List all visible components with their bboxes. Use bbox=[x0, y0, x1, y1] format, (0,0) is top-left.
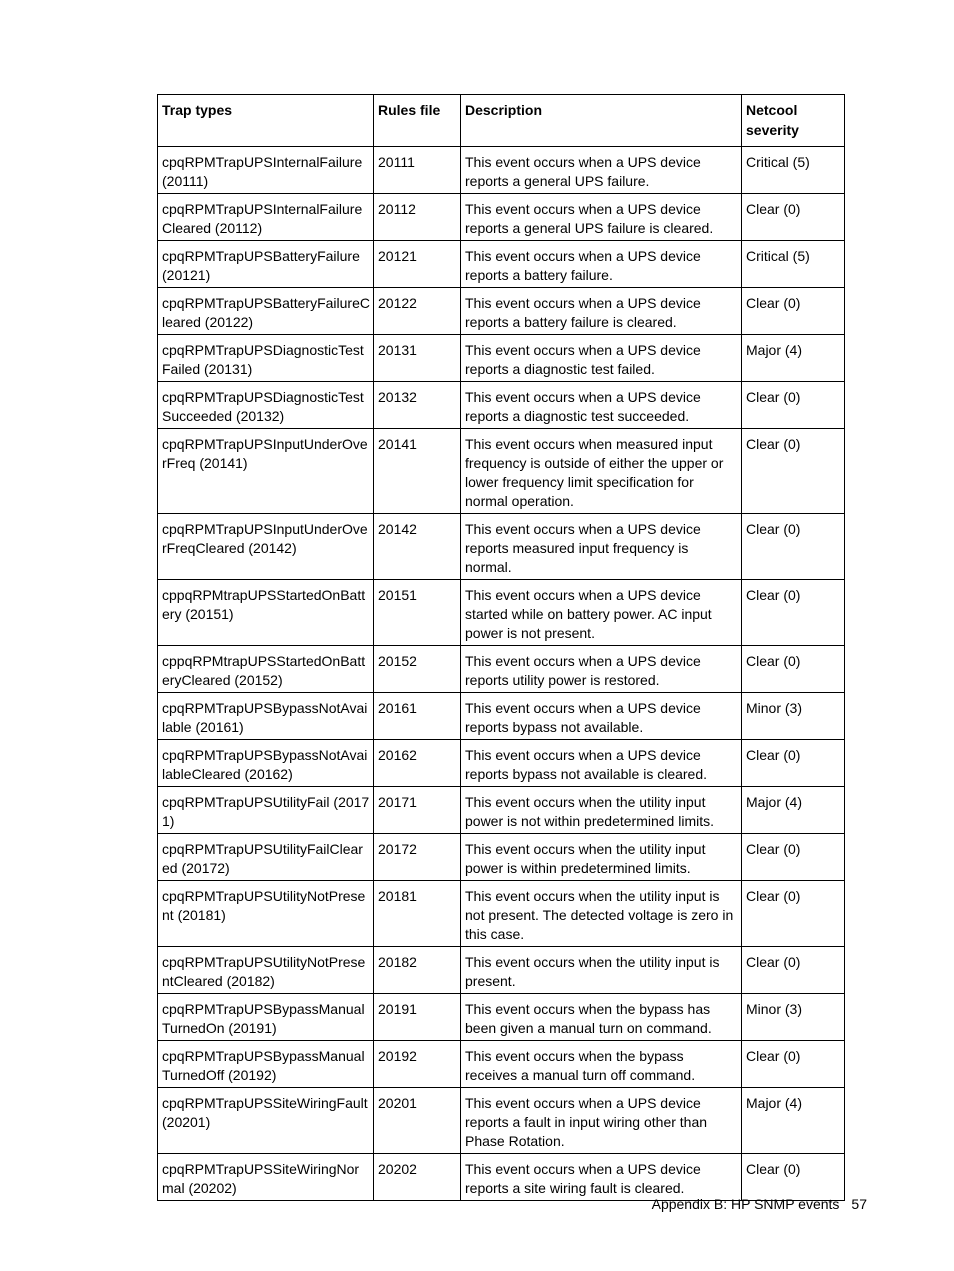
table-row bbox=[158, 881, 845, 947]
rules-file-cell: 20111 bbox=[374, 147, 461, 194]
rules-file-cell: 20132 bbox=[374, 382, 461, 429]
table-row bbox=[158, 514, 845, 580]
rules-file-cell: 20192 bbox=[374, 1041, 461, 1088]
table-row bbox=[158, 147, 845, 194]
description-cell: This event occurs when a UPS device reports utility power is restored. bbox=[461, 646, 742, 693]
table-row bbox=[158, 787, 845, 834]
table-header-row bbox=[158, 95, 845, 147]
description-cell: This event occurs when the utility input power is not within predetermined limits. bbox=[461, 787, 742, 834]
rules-file-cell: 20162 bbox=[374, 740, 461, 787]
rules-file-cell: 20201 bbox=[374, 1088, 461, 1154]
table-row bbox=[158, 834, 845, 881]
table-row bbox=[158, 1154, 845, 1201]
table-row bbox=[158, 646, 845, 693]
severity-cell: Minor (3) bbox=[742, 693, 845, 740]
trap-type-cell: cpqRPMTrapUPSUtilityNotPresent (20181) bbox=[158, 881, 374, 947]
description-cell: This event occurs when a UPS device started while on battery power. AC input power is not present. bbox=[461, 580, 742, 646]
trap-type-cell: cpqRPMTrapUPSSiteWiringFault (20201) bbox=[158, 1088, 374, 1154]
severity-cell: Clear (0) bbox=[742, 1041, 845, 1088]
table-row bbox=[158, 194, 845, 241]
description-cell: This event occurs when a UPS device reports a general UPS failure. bbox=[461, 147, 742, 194]
header-description: Description bbox=[461, 95, 742, 147]
trap-type-cell: cpqRPMTrapUPSInputUnderOverFreq (20141) bbox=[158, 429, 374, 514]
table-row bbox=[158, 335, 845, 382]
description-cell: This event occurs when a UPS device reports measured input frequency is normal. bbox=[461, 514, 742, 580]
page-footer bbox=[652, 1196, 867, 1212]
trap-type-cell: cpqRPMTrapUPSBypassManualTurnedOff (20192) bbox=[158, 1041, 374, 1088]
table-body bbox=[158, 147, 845, 1201]
table-row bbox=[158, 1088, 845, 1154]
description-cell: This event occurs when a UPS device reports a battery failure. bbox=[461, 241, 742, 288]
trap-type-cell: cpqRPMTrapUPSUtilityFailCleared (20172) bbox=[158, 834, 374, 881]
severity-cell: Clear (0) bbox=[742, 834, 845, 881]
table-row bbox=[158, 1041, 845, 1088]
description-cell: This event occurs when a UPS device reports a diagnostic test failed. bbox=[461, 335, 742, 382]
header-netcool-severity bbox=[742, 95, 845, 147]
table-row bbox=[158, 241, 845, 288]
description-cell: This event occurs when a UPS device reports bypass not available is cleared. bbox=[461, 740, 742, 787]
trap-type-cell: cpqRPMTrapUPSUtilityFail (20171) bbox=[158, 787, 374, 834]
rules-file-cell: 20191 bbox=[374, 994, 461, 1041]
rules-file-cell: 20151 bbox=[374, 580, 461, 646]
trap-type-cell: cpqRPMTrapUPSBypassNotAvailableCleared (20162) bbox=[158, 740, 374, 787]
severity-cell: Clear (0) bbox=[742, 514, 845, 580]
severity-cell: Critical (5) bbox=[742, 241, 845, 288]
description-cell: This event occurs when the utility input is present. bbox=[461, 947, 742, 994]
description-cell: This event occurs when a UPS device reports bypass not available. bbox=[461, 693, 742, 740]
trap-type-cell: cpqRPMTrapUPSInputUnderOverFreqCleared (20142) bbox=[158, 514, 374, 580]
description-cell: This event occurs when a UPS device reports a general UPS failure is cleared. bbox=[461, 194, 742, 241]
table-row bbox=[158, 580, 845, 646]
rules-file-cell: 20121 bbox=[374, 241, 461, 288]
trap-type-cell: cpqRPMTrapUPSDiagnosticTestSucceeded (20132) bbox=[158, 382, 374, 429]
table-row bbox=[158, 288, 845, 335]
table-row bbox=[158, 429, 845, 514]
description-cell: This event occurs when the utility input power is within predetermined limits. bbox=[461, 834, 742, 881]
severity-cell: Major (4) bbox=[742, 335, 845, 382]
footer-section-title: Appendix B: HP SNMP events bbox=[651, 1196, 840, 1212]
severity-cell: Clear (0) bbox=[742, 881, 845, 947]
rules-file-cell: 20142 bbox=[374, 514, 461, 580]
trap-type-cell: cpqRPMTrapUPSBypassManualTurnedOn (20191) bbox=[158, 994, 374, 1041]
trap-type-cell: cppqRPMtrapUPSStartedOnBatteryCleared (20152) bbox=[158, 646, 374, 693]
description-cell: This event occurs when the bypass receives a manual turn off command. bbox=[461, 1041, 742, 1088]
header-rules-file: Rules file bbox=[374, 95, 461, 147]
rules-file-cell: 20141 bbox=[374, 429, 461, 514]
severity-cell: Clear (0) bbox=[742, 382, 845, 429]
severity-cell: Clear (0) bbox=[742, 947, 845, 994]
rules-file-cell: 20161 bbox=[374, 693, 461, 740]
page-number: 57 bbox=[851, 1196, 867, 1212]
table-row bbox=[158, 382, 845, 429]
description-cell: This event occurs when the utility input is not present. The detected voltage is zero in this case. bbox=[461, 881, 742, 947]
header-severity-line1: Netcool bbox=[746, 102, 798, 118]
header-trap-types: Trap types bbox=[158, 95, 374, 147]
severity-cell: Clear (0) bbox=[742, 194, 845, 241]
severity-cell: Clear (0) bbox=[742, 740, 845, 787]
header-severity-line2: severity bbox=[746, 122, 799, 138]
severity-cell: Major (4) bbox=[742, 787, 845, 834]
description-cell: This event occurs when a UPS device reports a battery failure is cleared. bbox=[461, 288, 742, 335]
severity-cell: Clear (0) bbox=[742, 288, 845, 335]
trap-type-cell: cpqRPMTrapUPSDiagnosticTestFailed (20131) bbox=[158, 335, 374, 382]
rules-file-cell: 20152 bbox=[374, 646, 461, 693]
table-row bbox=[158, 693, 845, 740]
snmp-events-table bbox=[157, 94, 845, 1201]
rules-file-cell: 20112 bbox=[374, 194, 461, 241]
table-row bbox=[158, 994, 845, 1041]
table-row bbox=[158, 947, 845, 994]
severity-cell: Clear (0) bbox=[742, 429, 845, 514]
rules-file-cell: 20182 bbox=[374, 947, 461, 994]
rules-file-cell: 20122 bbox=[374, 288, 461, 335]
trap-type-cell: cpqRPMTrapUPSUtilityNotPresentCleared (20182) bbox=[158, 947, 374, 994]
severity-cell: Clear (0) bbox=[742, 1154, 845, 1201]
trap-type-cell: cpqRPMTrapUPSInternalFailureCleared (20112) bbox=[158, 194, 374, 241]
rules-file-cell: 20202 bbox=[374, 1154, 461, 1201]
trap-type-cell: cpqRPMTrapUPSInternalFailure (20111) bbox=[158, 147, 374, 194]
trap-type-cell: cpqRPMTrapUPSBatteryFailure (20121) bbox=[158, 241, 374, 288]
severity-cell: Minor (3) bbox=[742, 994, 845, 1041]
rules-file-cell: 20131 bbox=[374, 335, 461, 382]
trap-type-cell: cpqRPMTrapUPSBatteryFailureCleared (20122) bbox=[158, 288, 374, 335]
description-cell: This event occurs when measured input frequency is outside of either the upper or lower frequency limit specification for normal operation. bbox=[461, 429, 742, 514]
rules-file-cell: 20171 bbox=[374, 787, 461, 834]
severity-cell: Critical (5) bbox=[742, 147, 845, 194]
rules-file-cell: 20181 bbox=[374, 881, 461, 947]
description-cell: This event occurs when a UPS device reports a fault in input wiring other than Phase Rotation. bbox=[461, 1088, 742, 1154]
trap-type-cell: cppqRPMtrapUPSStartedOnBattery (20151) bbox=[158, 580, 374, 646]
trap-type-cell: cpqRPMTrapUPSBypassNotAvailable (20161) bbox=[158, 693, 374, 740]
table-row bbox=[158, 740, 845, 787]
severity-cell: Clear (0) bbox=[742, 646, 845, 693]
trap-type-cell: cpqRPMTrapUPSSiteWiringNormal (20202) bbox=[158, 1154, 374, 1201]
description-cell: This event occurs when the bypass has been given a manual turn on command. bbox=[461, 994, 742, 1041]
severity-cell: Clear (0) bbox=[742, 580, 845, 646]
severity-cell: Major (4) bbox=[742, 1088, 845, 1154]
rules-file-cell: 20172 bbox=[374, 834, 461, 881]
description-cell: This event occurs when a UPS device reports a site wiring fault is cleared. bbox=[461, 1154, 742, 1201]
description-cell: This event occurs when a UPS device reports a diagnostic test succeeded. bbox=[461, 382, 742, 429]
